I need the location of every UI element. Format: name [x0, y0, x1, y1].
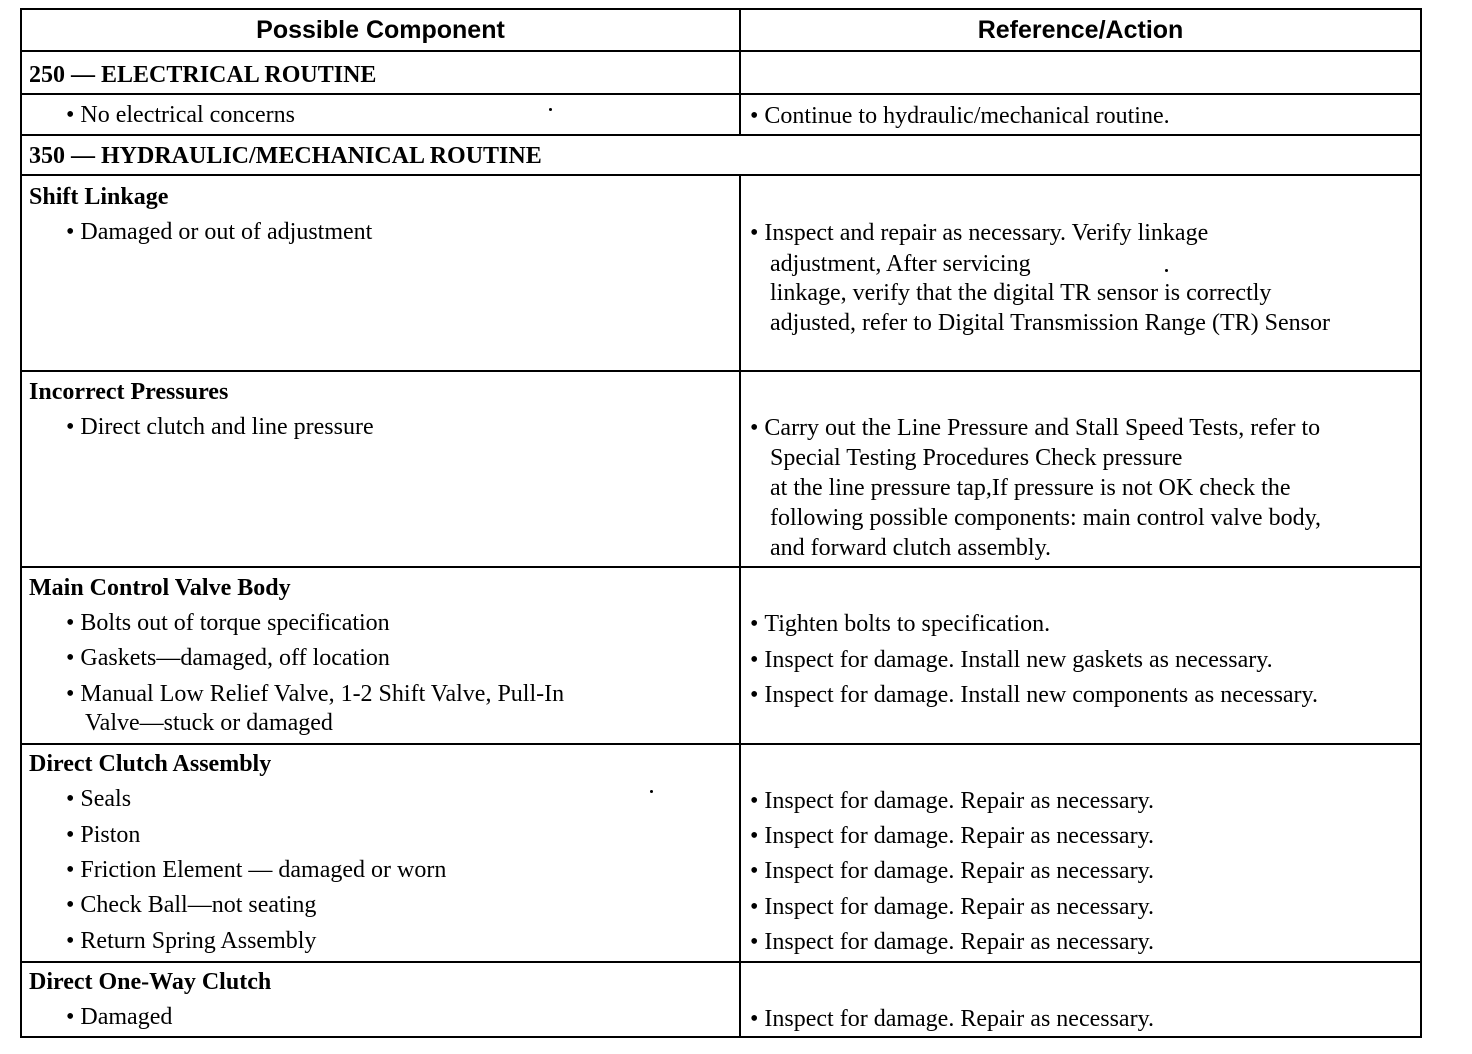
- component-item: • Gaskets—damaged, off location: [54, 643, 390, 673]
- component-item: • Check Ball—not seating: [54, 890, 316, 920]
- row-divider: [22, 50, 1420, 52]
- action-item: • Inspect for damage. Repair as necessary.: [750, 1004, 1154, 1034]
- action-item: • Inspect for damage. Install new components as necessary.: [750, 680, 1318, 710]
- row-divider: [22, 743, 1420, 745]
- action-item: • Tighten bolts to specification.: [750, 609, 1050, 639]
- component-item: • Damaged or out of adjustment: [54, 217, 372, 247]
- action-line: • Carry out the Line Pressure and Stall Speed Tests, refer to: [750, 413, 1320, 443]
- component-item: • Manual Low Relief Valve, 1-2 Shift Valve, Pull-In: [54, 679, 564, 709]
- component-item: • Return Spring Assembly: [54, 926, 316, 956]
- action-line: at the line pressure tap,If pressure is not OK check the: [770, 475, 1291, 501]
- scan-speck: [650, 790, 653, 793]
- action-line: and forward clutch assembly.: [770, 535, 1052, 561]
- action-item: • Inspect for damage. Repair as necessary.: [750, 892, 1154, 922]
- component-item-continued: Valve—stuck or damaged: [85, 710, 333, 736]
- scan-speck: [1165, 269, 1168, 272]
- section-title-electrical: 250 — ELECTRICAL ROUTINE: [29, 62, 377, 88]
- action-item: • Continue to hydraulic/mechanical routine.: [750, 101, 1170, 131]
- row-divider: [22, 370, 1420, 372]
- action-item: • Inspect for damage. Install new gaskets as necessary.: [750, 645, 1273, 675]
- column-header-action: Reference/Action: [977, 16, 1184, 44]
- group-title-direct-clutch-assembly: Direct Clutch Assembly: [29, 751, 272, 777]
- row-divider: [22, 134, 1420, 136]
- section-title-hydraulic: 350 — HYDRAULIC/MECHANICAL ROUTINE: [29, 143, 542, 169]
- component-item: • Seals: [54, 784, 131, 814]
- action-line: Special Testing Procedures Check pressure: [770, 445, 1183, 471]
- group-title-direct-one-way-clutch: Direct One-Way Clutch: [29, 969, 272, 995]
- action-item: • Inspect for damage. Repair as necessary.: [750, 856, 1154, 886]
- action-line: • Inspect and repair as necessary. Verify linkage: [750, 218, 1208, 248]
- action-item: • Inspect for damage. Repair as necessary.: [750, 786, 1154, 816]
- component-item: • Piston: [54, 820, 140, 850]
- group-title-incorrect-pressures: Incorrect Pressures: [29, 379, 229, 405]
- component-item: • Bolts out of torque specification: [54, 608, 390, 638]
- row-divider: [22, 566, 1420, 568]
- column-header-component: Possible Component: [256, 16, 505, 44]
- group-title-shift-linkage: Shift Linkage: [29, 184, 169, 210]
- action-item: • Inspect for damage. Repair as necessary.: [750, 927, 1154, 957]
- component-item: • No electrical concerns: [54, 100, 295, 130]
- component-item: • Friction Element — damaged or worn: [54, 855, 446, 885]
- component-item: • Direct clutch and line pressure: [54, 412, 374, 442]
- group-title-main-control-valve-body: Main Control Valve Body: [29, 575, 291, 601]
- scan-speck: [549, 108, 552, 111]
- row-divider: [22, 93, 1420, 95]
- row-divider: [22, 961, 1420, 963]
- action-line: adjustment, After servicing: [770, 251, 1031, 277]
- action-line: following possible components: main control valve body,: [770, 505, 1322, 531]
- component-item: • Damaged: [54, 1002, 172, 1032]
- troubleshooting-table: [20, 8, 1422, 1038]
- action-line: adjusted, refer to Digital Transmission Range (TR) Sensor: [770, 310, 1330, 336]
- action-item: • Inspect for damage. Repair as necessary.: [750, 821, 1154, 851]
- column-divider: [739, 174, 741, 1038]
- row-divider: [22, 174, 1420, 176]
- action-line: linkage, verify that the digital TR sensor is correctly: [770, 280, 1272, 306]
